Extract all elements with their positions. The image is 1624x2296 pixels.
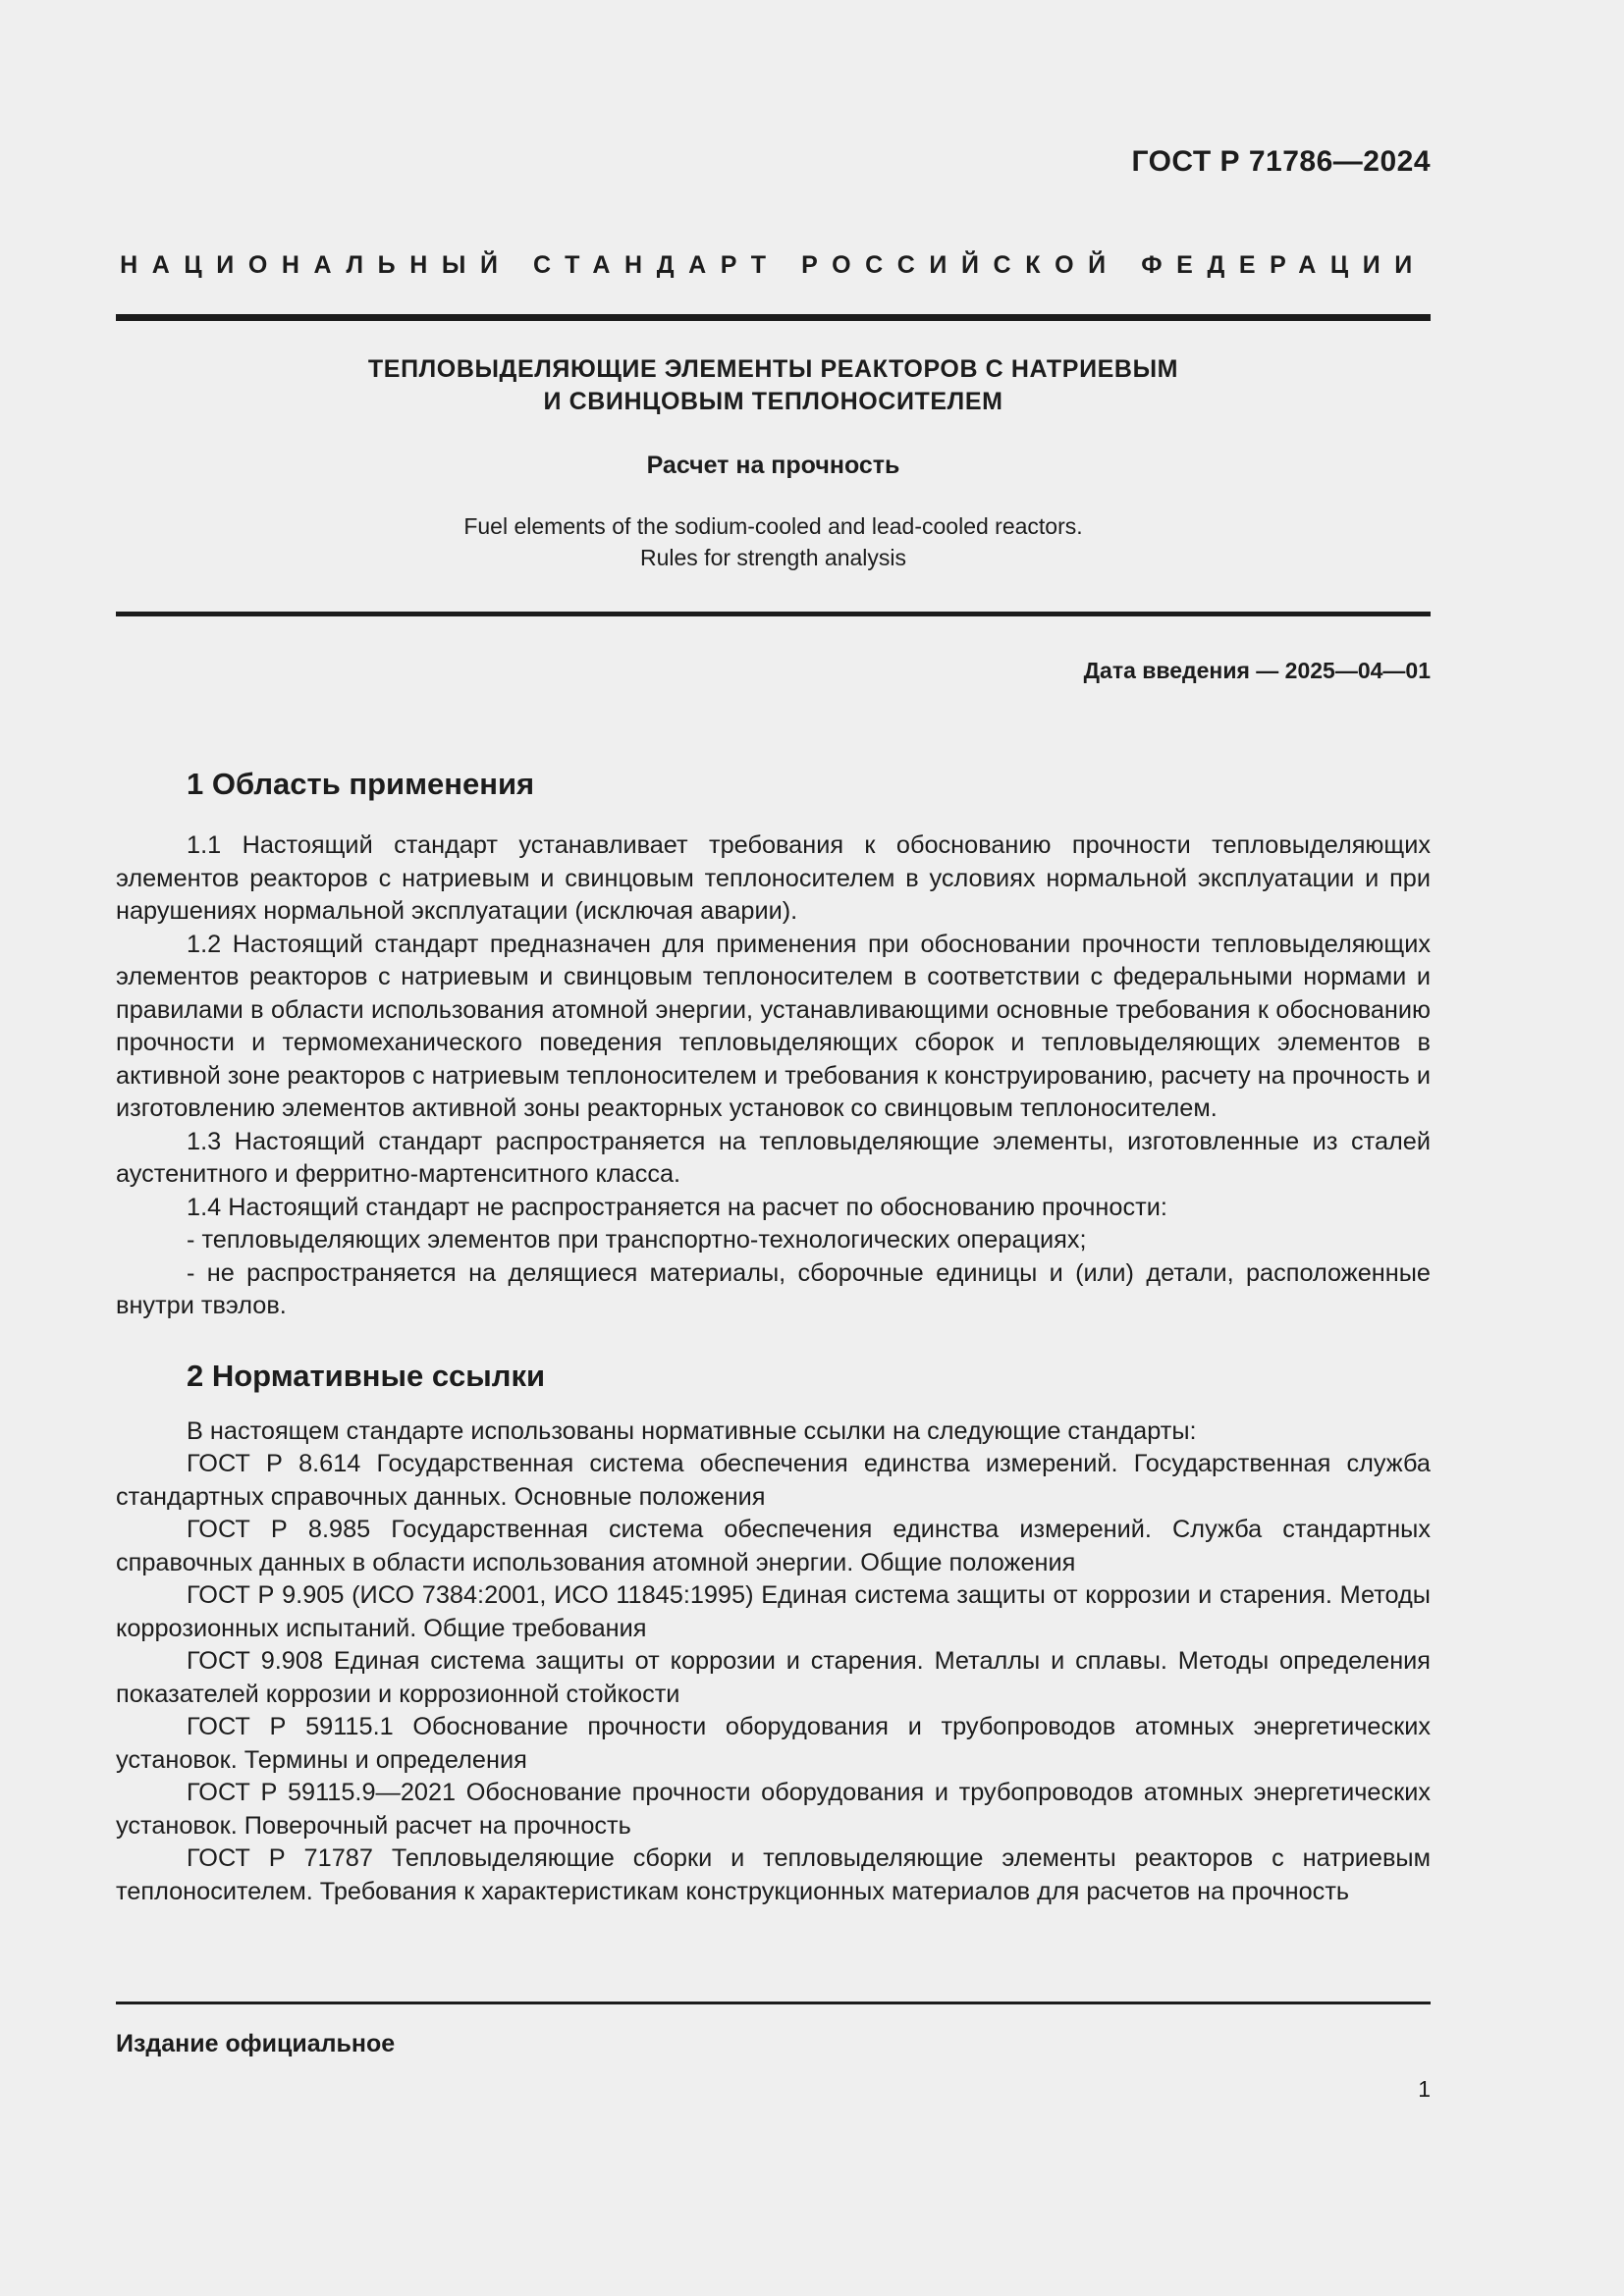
paragraph-1-3: 1.3 Настоящий стандарт распространяется на тепловыделяющие элементы, изготовленные из сталей аустенитного и ферритно-мартенситного класса. xyxy=(116,1127,1431,1188)
header-divider xyxy=(116,314,1431,321)
title-divider xyxy=(116,612,1431,616)
document-title xyxy=(116,353,1431,418)
official-edition-label: Издание официальное xyxy=(116,2030,396,2057)
list-item-1: - тепловыделяющих элементов при транспортно-технологических операциях; xyxy=(187,1226,1087,1254)
title-line-2: И СВИНЦОВЫМ ТЕПЛОНОСИТЕЛЕМ xyxy=(543,388,1003,415)
date-introduced: Дата введения — 2025—04—01 xyxy=(1083,658,1431,683)
paragraph-1-1: 1.1 Настоящий стандарт устанавливает требования к обоснованию прочности тепловыделяющих элементов реакторов с натриевым и свинцовым теплоносителем в условиях нормальной эксплуатации и при нарушениях нормальной эксплуатации (исключая аварии). xyxy=(116,831,1431,925)
paragraph-1-4: 1.4 Настоящий стандарт не распространяется на расчет по обоснованию прочности: xyxy=(187,1193,1167,1221)
english-title xyxy=(116,510,1431,573)
references-intro: В настоящем стандарте использованы нормативные ссылки на следующие стандарты: xyxy=(187,1416,1197,1445)
reference-item: ГОСТ Р 9.905 (ИСО 7384:2001, ИСО 11845:1995) Единая система защиты от коррозии и старения. Методы коррозионных испытаний. Общие требования xyxy=(116,1581,1431,1642)
reference-item: ГОСТ Р 8.614 Государственная система обеспечения единства измерений. Государственная служба стандартных справочных данных. Основные положения xyxy=(116,1450,1431,1511)
section-2-heading: 2 Нормативные ссылки xyxy=(187,1358,546,1393)
reference-item: ГОСТ Р 8.985 Государственная система обеспечения единства измерений. Служба стандартных справочных данных в области использования атомной энергии. Общие положения xyxy=(116,1516,1431,1576)
list-item-2: - не распространяется на делящиеся материалы, сборочные единицы и (или) детали, расположенные внутри твэлов. xyxy=(116,1258,1431,1319)
reference-item: ГОСТ Р 59115.1 Обоснование прочности оборудования и трубопроводов атомных энергетических установок. Термины и определения xyxy=(116,1713,1431,1774)
reference-item: ГОСТ 9.908 Единая система защиты от коррозии и старения. Металлы и сплавы. Методы определения показателей коррозии и коррозионной стойкости xyxy=(116,1647,1431,1708)
paragraph-1-2: 1.2 Настоящий стандарт предназначен для применения при обосновании прочности тепловыделяющих элементов реакторов с натриевым и свинцовым теплоносителем в соответствии с федеральными нормами и правилами в области использования атомной энергии, устанавливающими основные требования к обоснованию прочности и термомеханического поведения тепловыделяющих сборок и тепловыделяющих элементов в активной зоне реакторов с натриевым теплоносителем и требования к конструированию, расчету на прочность и изготовлению элементов активной зоны реакторных установок со свинцовым теплоносителем. xyxy=(116,930,1431,1122)
english-title-line-1: Fuel elements of the sodium-cooled and lead-cooled reactors. xyxy=(463,513,1083,539)
english-title-line-2: Rules for strength analysis xyxy=(639,545,906,570)
section-1-heading: 1 Область применения xyxy=(187,767,535,801)
national-standard-banner: НАЦИОНАЛЬНЫЙ СТАНДАРТ РОССИЙСКОЙ ФЕДЕРАЦИИ xyxy=(120,251,1427,279)
reference-item: ГОСТ Р 59115.9—2021 Обоснование прочности оборудования и трубопроводов атомных энергетических установок. Поверочный расчет на прочность xyxy=(116,1779,1431,1840)
footer-divider xyxy=(116,2002,1431,2004)
reference-item: ГОСТ Р 71787 Тепловыделяющие сборки и тепловыделяющие элементы реакторов с натриевым теплоносителем. Требования к характеристикам конструкционных материалов для расчетов на прочность xyxy=(116,1844,1431,1905)
page-number: 1 xyxy=(1418,2076,1431,2102)
title-line-1: ТЕПЛОВЫДЕЛЯЮЩИЕ ЭЛЕМЕНТЫ РЕАКТОРОВ С НАТРИЕВЫМ xyxy=(367,355,1179,383)
document-page xyxy=(116,0,1431,2296)
document-body xyxy=(116,761,1431,1908)
document-subtitle: Расчет на прочность xyxy=(646,452,900,479)
gost-number: ГОСТ Р 71786—2024 xyxy=(1131,145,1431,178)
